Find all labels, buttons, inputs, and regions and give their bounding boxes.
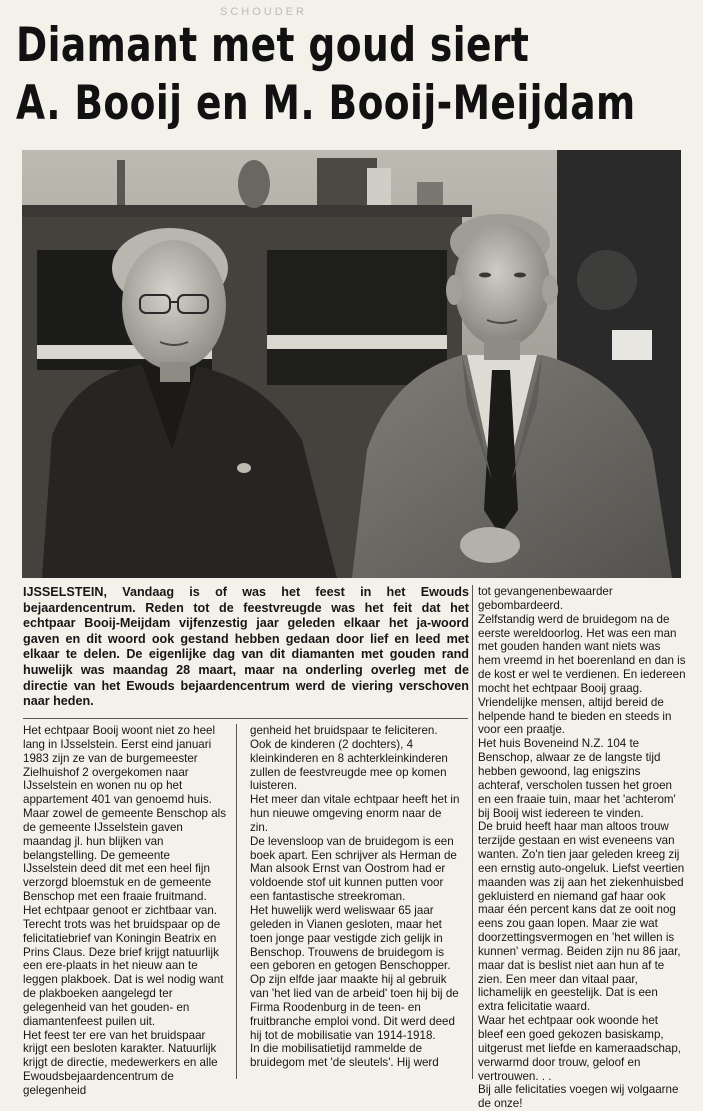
headline-line-1: Diamant met goud siert	[16, 18, 530, 73]
couple-photo	[22, 150, 681, 578]
article-paragraph: Op zijn elfde jaar maakte hij al gebruik van 'het lied van de arbeid' toen hij bij de Firma Roodenburg in de teen- en fruitbranche emploi vond. Dit werd deed hij tot de mobilisatie van 1914-1918.	[250, 973, 459, 1042]
headline-line-2: A. Booij en M. Booij-Meijdam	[16, 76, 636, 131]
bleed-through-text: SCHOUDER	[220, 6, 307, 18]
lead-rule	[23, 718, 468, 719]
article-column-3	[478, 585, 686, 1111]
article-paragraph: Maar zowel de gemeente Benschop als de gemeente IJsselstein gaven maandag jl. hun blijken van belangstelling. De gemeente IJsselstein deed dit met een heel fijn verzorgd bloemstuk en de gemeente Benschop met een fraaie fruitmand. Het echtpaar genoot er zichtbaar van.	[23, 807, 227, 917]
article-paragraph: De bruid heeft haar man altoos trouw terzijde gestaan en wist eveneens van wanten. Zo'n tien jaar geleden kreeg zij een ernstig auto-ongeluk. Liefst veertien maanden was zij aan het ziekenhuisbed gekluisterd en niemand gaf haar ook maar één percent kans dat ze ooit nog eens zou gaan lopen. Maar zie wat doorzettingsvermogen en 'het willen is kunnen' vermag. Beiden zijn nu 86 jaar, maar dat is beslist niet aan hun af te zien. Een meer dan vitaal paar, lichamelijk en geestelijk. Dat is een extra felicitatie waard.	[478, 820, 685, 1014]
article-paragraph: De levensloop van de bruidegom is een boek apart. Een schrijver als Herman de Man alsook Ernst van Oostrom had er voldoende stof uit kunnen putten voor een fantastische streekroman.	[250, 834, 457, 904]
article-paragraph: Het huwelijk werd weliswaar 65 jaar geleden in Vianen gesloten, maar het toen jonge paar vestigde zich gelijk in Benschop. Trouwens de bruidegom is een geboren en getogen Benschopper.	[250, 903, 451, 973]
article-paragraph: Waar het echtpaar ook woonde het bleef een goed gekozen basiskamp, uitgerust met liefde en kameraadschap, verwarmd door trouw, geloof en vertrouwen. . .	[478, 1014, 682, 1083]
column-rule	[236, 724, 237, 1079]
article-paragraph: In die mobilisatietijd rammelde de bruidegom met 'de sleutels'. Hij werd	[250, 1042, 439, 1070]
lead-text: IJSSELSTEIN, Vandaag is of was het feest in het Ewouds bejaardencentrum. Reden tot de feestvreugde was het feit dat het echtpaar Booij-Meijdam vijfenzestig jaar geleden elkaar het ja-woord gaven en dit woord ook gestand hebben gedaan door lief en leed met elkaar te delen. De eigenlijke dag van dit diamanten met gouden rand huwelijk was maandag 28 maart, maar na onderling overleg met de directie van het Ewouds bejaardencentrum werd de viering verschoven naar heden.	[23, 585, 469, 709]
column-rule	[472, 585, 473, 1079]
article-paragraph: Het huis Boveneind N.Z. 104 te Benschop, alwaar ze de langste tijd hebben gewoond, lag enigszins achteraf, verscholen tussen het groen en een fraaie tuin, maar het 'achterom' bij Booij wist iedereen te vinden.	[478, 737, 676, 820]
lead-paragraph	[23, 585, 469, 710]
article-paragraph: Het feest ter ere van het bruidspaar krijgt een besloten karakter. Natuurlijk krijgt de directie, medewerkers en alle Ewoudsbejaardencentrum de gelegenheid	[23, 1028, 218, 1097]
article-paragraph: tot gevangenenbewaarder gebombardeerd.	[478, 585, 613, 612]
article-paragraph: Het meer dan vitale echtpaar heeft het in hun nieuwe omgeving enorm naar de zin.	[250, 793, 460, 834]
article-column-1	[23, 724, 226, 1098]
article-paragraph: Zelfstandig werd de bruidegom na de eerste wereldoorlog. Het was een man met gouden handen want niets was hem vreemd in het boerenland en dan is de kost er wel te verdienen. En iedereen mocht het echtpaar Booij graag. Vriendelijke mensen, altijd bereid de helpende hand te bieden en steeds in voor een praatje.	[478, 612, 686, 737]
article-paragraph: genheid het bruidspaar te feliciteren. Ook de kinderen (2 dochters), 4 kleinkinderen en 8 achterkleinkinderen zullen de feestvreugde mee op komen luisteren.	[250, 724, 448, 793]
article-paragraph: Bij alle felicitaties voegen wij volgaarne de onze!	[478, 1083, 679, 1111]
article-paragraph: Het echtpaar Booij woont niet zo heel lang in IJsselstein. Eerst eind januari 1983 zijn ze van de burgemeester Zielhuishof 2 overgekomen naar IJsselstein en wonen nu op het appartement 401 van genoemd huis.	[23, 724, 216, 807]
article-paragraph: Terecht trots was het bruidspaar op de felicitatiebrief van Koningin Beatrix en Prins Claus. Deze brief krijgt natuurlijk een ere-plaats in het nieuw aan te leggen plakboek. Dat is wel nodig want de plakboeken aangelegd ter gelegenheid van het gouden- en diamantenfeest puilen uit.	[23, 917, 224, 1028]
article-column-2	[250, 724, 462, 1070]
